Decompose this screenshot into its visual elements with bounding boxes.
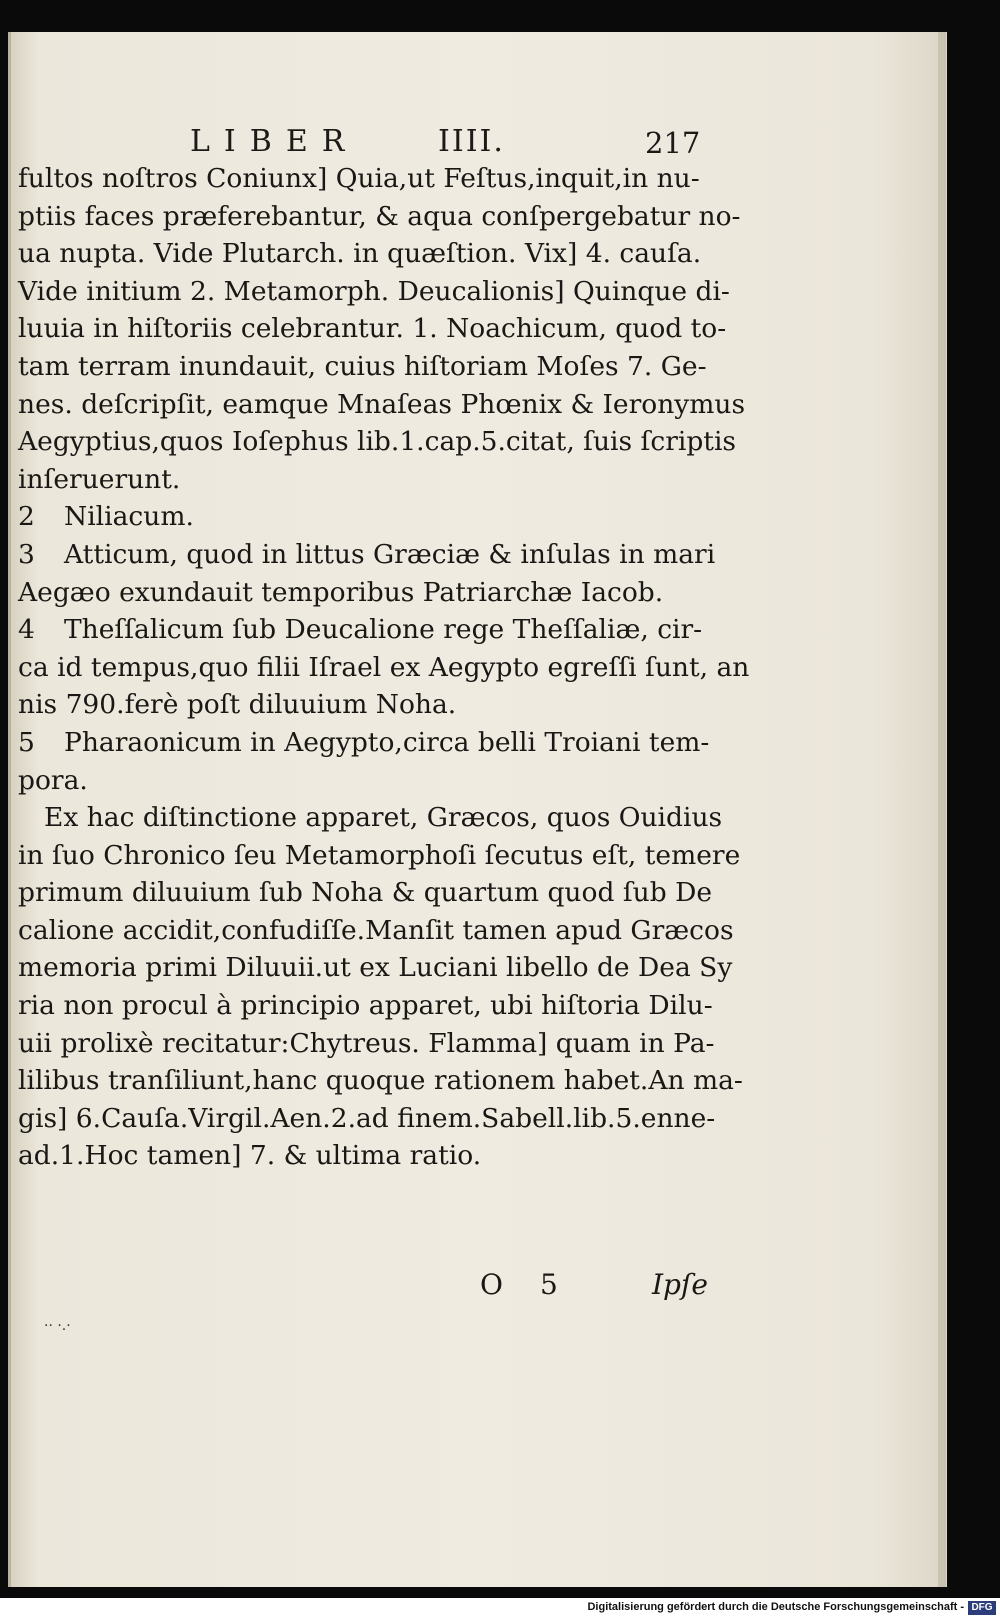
- closing-line: calione accidit,confudiſſe.Manſit tamen apud Græcos: [18, 914, 734, 946]
- text-block: [18, 160, 750, 1175]
- running-head: [190, 124, 701, 164]
- closing-line: Ex hac diſtinctione apparet, Græcos, quos Ouidius: [44, 802, 723, 834]
- body-line: ua nupta. Vide Plutarch. in quæſtion. Vix] 4. cauſa.: [18, 238, 702, 270]
- page-edge: [938, 32, 946, 1587]
- list-item-number: 4: [18, 614, 35, 646]
- closing-line: ria non procul à principio apparet, ubi hiſtoria Dilu-: [18, 990, 713, 1022]
- signature-letter: O: [480, 1268, 503, 1301]
- digitization-credit: Digitalisierung gefördert durch die Deutsche Forschungsgemeinschaft -: [587, 1601, 964, 1613]
- signature-number: 5: [540, 1268, 558, 1301]
- footer-bar: [0, 1598, 1000, 1620]
- body-line: tam terram inundauit, cuius hiſtoriam Moſes 7. Ge-: [18, 350, 707, 382]
- running-head-book-number: IIII.: [438, 124, 505, 159]
- body-line: ptiis faces præferebantur, & aqua conſpergebatur no-: [18, 200, 741, 232]
- body-line: fultos noſtros Coniunx] Quia,ut Feſtus,inquit,in nu-: [18, 163, 700, 194]
- list-item: [18, 536, 716, 574]
- catchword: Ipſe: [652, 1268, 708, 1301]
- list-item: [18, 724, 710, 762]
- list-item: [18, 498, 698, 536]
- closing-line: primum diluuium ſub Noha & quartum quod ſub De: [18, 877, 713, 909]
- closing-line: in ſuo Chronico ſeu Metamorphoſi ſecutus eſt, temere: [18, 839, 741, 871]
- closing-line: ad.1.Hoc tamen] 7. & ultima ratio.: [18, 1140, 482, 1172]
- list-item-continuation: nis 790.ferè poſt diluuium Noha.: [18, 689, 457, 721]
- list-item-continuation: Aegæo exundauit temporibus Patriarchæ Iacob.: [18, 576, 664, 608]
- dfg-logo-icon: DFG: [968, 1601, 996, 1615]
- list-item-text: Theſſalicum ſub Deucalione rege Theſſaliæ, cir-: [64, 614, 703, 646]
- list-item-text: Niliacum.: [64, 501, 194, 533]
- closing-line: gis] 6.Cauſa.Virgil.Aen.2.ad finem.Sabell.lib.5.enne-: [18, 1102, 716, 1134]
- list-item-number: 3: [18, 538, 35, 570]
- folio-number: 217: [645, 126, 701, 160]
- closing-line: uii prolixè recitatur:Chytreus. Flamma] quam in Pa-: [18, 1027, 715, 1059]
- list-item-number: 5: [18, 726, 35, 758]
- list-item: [18, 611, 703, 649]
- list-item-continuation: pora.: [18, 764, 88, 796]
- closing-line: memoria primi Diluuii.ut ex Luciani libello de Dea Sy: [18, 952, 733, 984]
- list-item-number: 2: [18, 501, 35, 533]
- list-item-continuation: ca id tempus,quo filii Iſrael ex Aegypto egreſſi ſunt, an: [18, 651, 750, 683]
- body-line: luuia in hiſtoriis celebrantur. 1. Noachicum, quod to-: [18, 313, 727, 345]
- body-line: inſeruerunt.: [18, 463, 181, 495]
- body-line: Aegyptius,quos Ioſephus lib.1.cap.5.citat, ſuis ſcriptis: [18, 426, 737, 458]
- running-head-liber: LIBER: [190, 124, 359, 159]
- signature-and-catchword: [480, 1268, 710, 1308]
- closing-line: lilibus tranſiliunt,hanc quoque rationem habet.An ma-: [18, 1065, 743, 1097]
- list-item-text: Atticum, quod in littus Græciæ & inſulas in mari: [64, 538, 716, 570]
- body-line: nes. deſcripſit, eamque Mnaſeas Phœnix & Ieronymus: [18, 388, 746, 420]
- body-line: Vide initium 2. Metamorph. Deucalionis] Quinque di-: [18, 275, 730, 307]
- ink-specks: ·· ·.·: [44, 1318, 71, 1334]
- list-item-text: Pharaonicum in Aegypto,circa belli Troiani tem-: [64, 726, 710, 758]
